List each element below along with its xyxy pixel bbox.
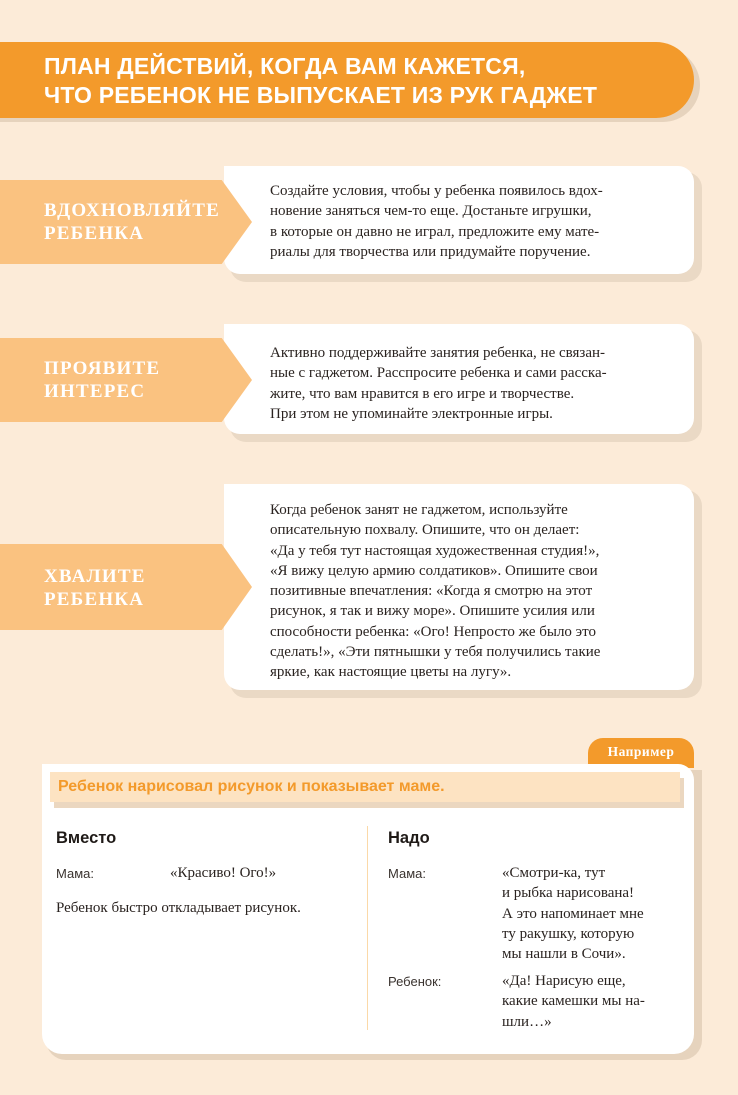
page-title-line-2: ЧТО РЕБЕНОК НЕ ВЫПУСКАЕТ ИЗ РУК ГАДЖЕТ [44,82,598,108]
quote-line: «Да! Нарисую еще, [502,973,626,989]
quote-line: какие камешки мы на- [502,993,645,1010]
quote-line: ту ракушку, которую [502,925,635,942]
instead-result: Ребенок быстро откладывает рисунок. [56,900,301,916]
tip-text-line: способности ребенка: «Ого! Непросто же было это [270,623,596,640]
tip-label [44,357,160,403]
tip-text-line: рисунок, я так и вижу море». Опишите усилия или [270,603,595,620]
tip-text-line: При этом не упоминайте электронные игры. [270,405,553,422]
tip-label-line: ИНТЕРЕС [44,381,146,402]
tip-text-line: риалы для творчества или придумайте поручение. [270,243,591,260]
tip-text-line: позитивные впечатления: «Когда я смотрю на этот [270,583,593,600]
tip-text-line: «Да у тебя тут настоящая художественная студия!», [270,542,600,559]
tip-text-line: Когда ребенок занят не гаджетом, используйте [270,502,568,518]
tip-label-line: ВДОХНОВЛЯЙТЕ [44,200,220,221]
tip-text-line: яркие, как настоящие цветы на лугу». [270,664,512,681]
tip-label-line: ХВАЛИТЕ [44,566,146,587]
should-speaker-mom: Мама: [388,866,426,881]
tip-text [270,343,607,424]
quote-line: мы нашли в Сочи». [502,946,626,963]
tip-text-line: в которые он давно не играл, предложите ему мате- [270,223,600,240]
tip-text-line: Создайте условия, чтобы у ребенка появилось вдох- [270,183,603,199]
tip-text-line: «Я вижу целую армию солдатиков». Опишите свои [270,562,598,579]
page-title [44,52,684,110]
quote-line: шли…» [502,1013,552,1030]
tip-label-line: РЕБЕНКА [44,223,145,244]
tip-text-line: Активно поддерживайте занятия ребенка, не связан- [270,345,606,361]
page-title-line-1: ПЛАН ДЕЙСТВИЙ, КОГДА ВАМ КАЖЕТСЯ, [44,53,526,79]
tip-label-line: ПРОЯВИТЕ [44,358,161,379]
tip-label-line: РЕБЕНКА [44,589,145,610]
column-divider [367,826,368,1030]
quote-line: и рыбка нарисована! [502,885,635,902]
instead-quote: «Красиво! Ого!» [170,865,277,881]
tip-label [44,199,220,245]
tip-label [44,565,146,611]
should-heading: Надо [388,829,430,847]
tip-text [270,181,603,262]
tip-text-line: жите, что вам нравится в его игре и творчестве. [270,385,575,402]
tip-text-line: описательную похвалу. Опишите, что он делает: [270,522,580,539]
tip-text [270,500,600,683]
tip-text-line: сделать!», «Эти пятнышки у тебя получились такие [270,644,601,661]
situation-text: Ребенок нарисовал рисунок и показывает маме. [58,778,445,795]
should-quote-child [502,971,645,1032]
instead-heading: Вместо [56,829,117,847]
should-quote-mom [502,863,644,964]
tip-text-line: ные с гаджетом. Расспросите ребенка и сами расска- [270,365,607,382]
tip-text-line: новение заняться чем-то еще. Достаньте игрушки, [270,203,592,220]
quote-line: А это напоминает мне [502,905,644,922]
quote-line: «Смотри-ка, тут [502,865,606,881]
example-tab: Например [588,738,694,768]
instead-speaker: Мама: [56,866,94,881]
should-speaker-child: Ребенок: [388,974,442,989]
